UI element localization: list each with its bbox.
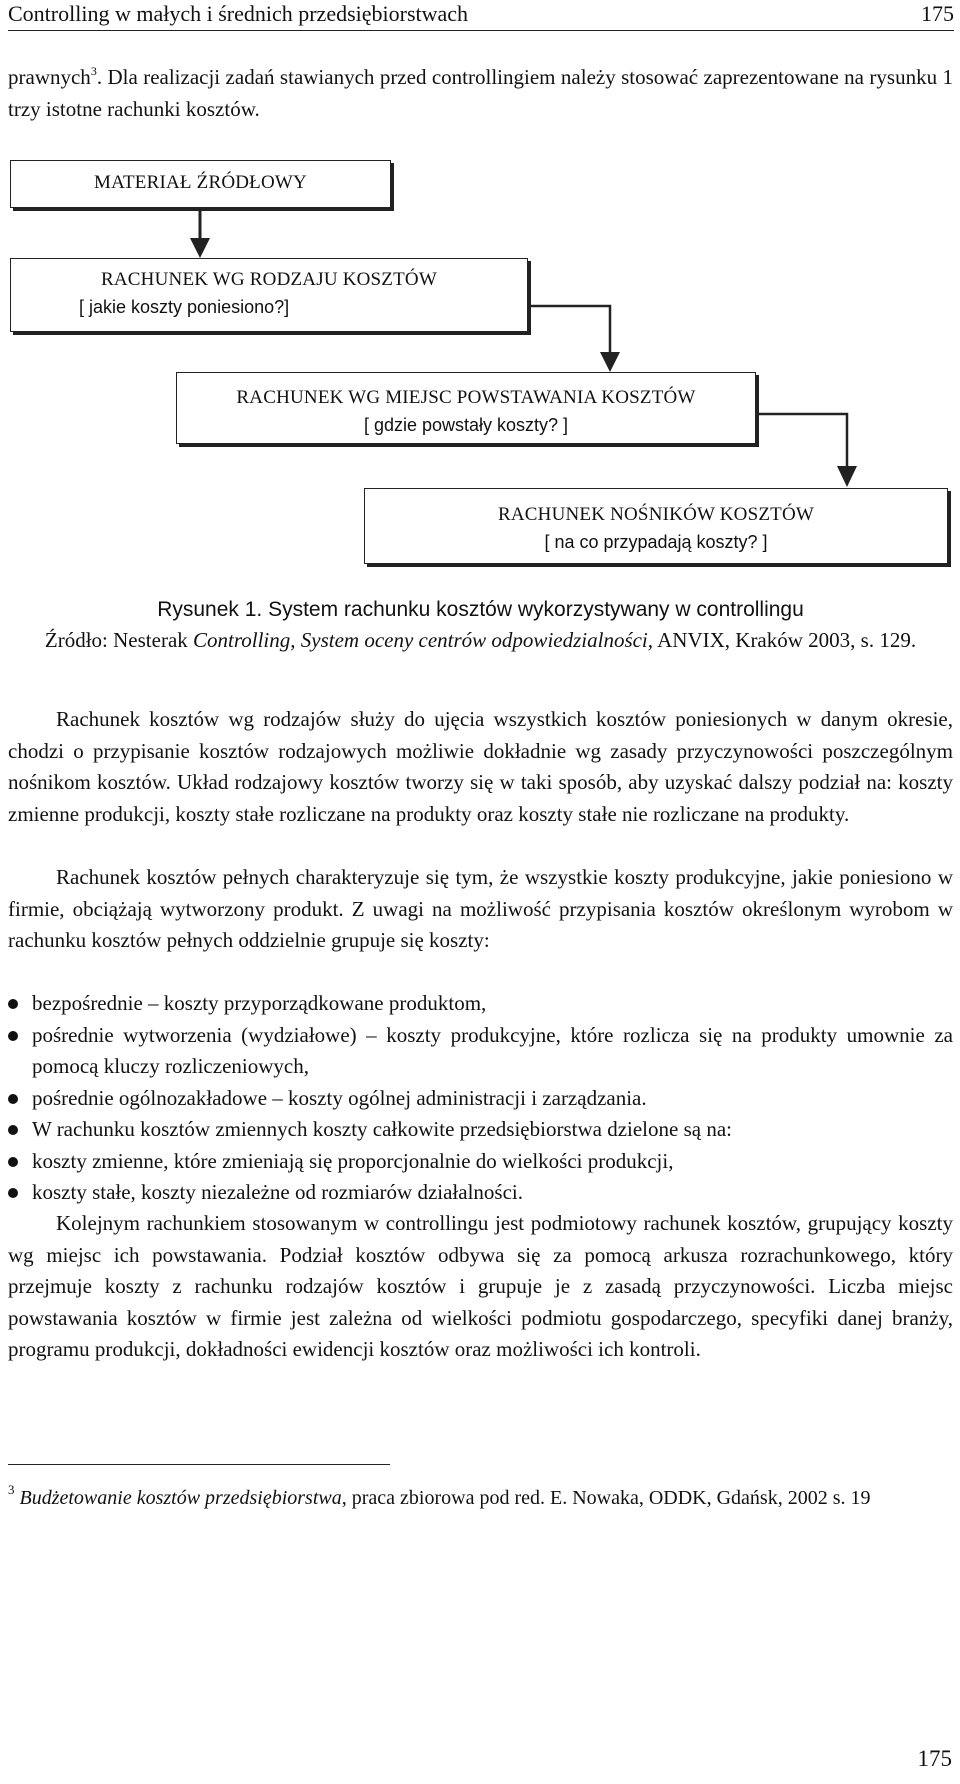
figure-caption (8, 594, 953, 656)
list-item (8, 1114, 953, 1146)
list-item (8, 1177, 953, 1209)
list-item-text: W rachunku kosztów zmiennych koszty całkowite przedsiębiorstwa dzielone są na: (32, 1117, 732, 1141)
paragraph-2: Rachunek kosztów pełnych charakteryzuje się tym, że wszystkie koszty produkcyjne, jakie poniesiono w firmie, obciążają wytworzony produkt. Z uwagi na możliwość przypisania kosztów określonym wyrobom w rachunku kosztów pełnych oddzielnie grupuje się koszty: (8, 865, 953, 952)
source-title: Controlling, System oceny centrów odpowiedzialności, (193, 628, 654, 652)
footnote-title: Budżetowanie kosztów przedsiębiorstwa (19, 1487, 342, 1509)
box3-title: RACHUNEK WG MIEJSC POWSTAWANIA KOSZTÓW (236, 387, 696, 408)
list-item (8, 1146, 953, 1178)
intro-text-b: . Dla realizacji zadań stawianych przed controllingiem należy stosować zaprezentowane na rysunku 1 trzy istotne rachunki kosztów. (8, 65, 953, 121)
paragraph-1: Rachunek kosztów wg rodzajów służy do ujęcia wszystkich kosztów poniesionych w danym okresie, chodzi o przypisanie kosztów rodzajowych możliwie dokładnie wg zasady przyczynowości poszczególnym nośnikom kosztów. Układ rodzajowy kosztów tworzy się w taki sposób, aby uzyskać dalszy podział na: koszty zmienne produkcji, koszty stałe rozliczane na produkty oraz koszty stałe nie rozliczane na produkty. (8, 707, 953, 826)
box-source-material (10, 160, 391, 208)
box2-title: RACHUNEK WG RODZAJU KOSZTÓW (101, 269, 437, 290)
bullet-icon (8, 1188, 18, 1198)
list-item (8, 1020, 953, 1083)
box-cost-by-type (10, 258, 528, 332)
bullet-icon (8, 1125, 18, 1135)
bullet-icon (8, 1157, 18, 1167)
arrow-2-head (600, 352, 620, 372)
arrow-2-line (528, 306, 610, 352)
intro-text-a: prawnych (8, 65, 91, 89)
bullet-icon (8, 1094, 18, 1104)
arrow-3-head (837, 466, 857, 487)
footnote-ref[interactable]: 3 (90, 64, 97, 78)
arrow-3-line (756, 414, 847, 466)
cost-bullet-list (8, 988, 953, 1209)
footnote-number: 3 (8, 1482, 15, 1497)
caption-title: Rysunek 1. System rachunku kosztów wykorzystywany w controllingu (157, 598, 804, 621)
running-title: Controlling w małych i średnich przedsiębiorstwach (8, 1, 469, 26)
caption-source (8, 625, 953, 656)
box4-title: RACHUNEK NOŚNIKÓW KOSZTÓW (497, 504, 815, 525)
paragraph-3: Kolejnym rachunkiem stosowanym w controllingu jest podmiotowy rachunek kosztów, grupujący koszty wg miejsc ich powstawania. Podział kosztów odbywa się za pomocą arkusza rozrachunkowego, który przejmuje koszty z rachunku rodzajów kosztów i grupuje je z zasadą przyczynowości. Liczba miejsc powstawania kosztów w firmie jest zależna od wielkości podmiotu gospodarczego, specyfiki danej branży, programu produkcji, dokładności ewidencji kosztów oraz możliwości ich kontroli. (8, 1211, 953, 1361)
box-cost-centers (176, 372, 756, 444)
box3-question: [ gdzie powstały koszty? ] (363, 415, 569, 435)
footnote-divider (8, 1464, 390, 1465)
arrow-1-head (190, 238, 210, 258)
list-item-text: koszty stałe, koszty niezależne od rozmiarów działalności. (32, 1180, 523, 1204)
bullet-icon (8, 999, 18, 1009)
list-item (8, 988, 953, 1020)
box1-title: MATERIAŁ ŹRÓDŁOWY (94, 172, 307, 193)
footer-page-number: 175 (917, 1746, 952, 1771)
bullet-icon (8, 1031, 18, 1041)
box-cost-carriers (364, 488, 948, 564)
footnote-rest: , praca zbiorowa pod red. E. Nowaka, ODDK, Gdańsk, 2002 s. 19 (341, 1487, 871, 1509)
box4-question: [ na co przypadają koszty? ] (544, 532, 768, 552)
list-item-text: pośrednie wytworzenia (wydziałowe) – koszty produkcyjne, które rozlicza się na produkty umownie za pomocą kluczy rozliczeniowych, (32, 1022, 953, 1078)
source-suffix: ANVIX, Kraków 2003, s. 129. (653, 628, 917, 652)
header-page-number: 175 (921, 1, 954, 26)
footnote (8, 1483, 953, 1514)
list-item-text: koszty zmienne, które zmieniają się proporcjonalnie do wielkości produkcji, (32, 1148, 674, 1173)
list-item-text: bezpośrednie – koszty przyporządkowane produktom, (32, 991, 487, 1015)
source-prefix: Źródło: Nesterak (44, 628, 194, 652)
list-item-text: pośrednie ogólnozakładowe – koszty ogólnej administracji i zarządzania. (32, 1085, 647, 1110)
box2-question: [ jakie koszty poniesiono?] (79, 297, 290, 317)
list-item (8, 1083, 953, 1115)
